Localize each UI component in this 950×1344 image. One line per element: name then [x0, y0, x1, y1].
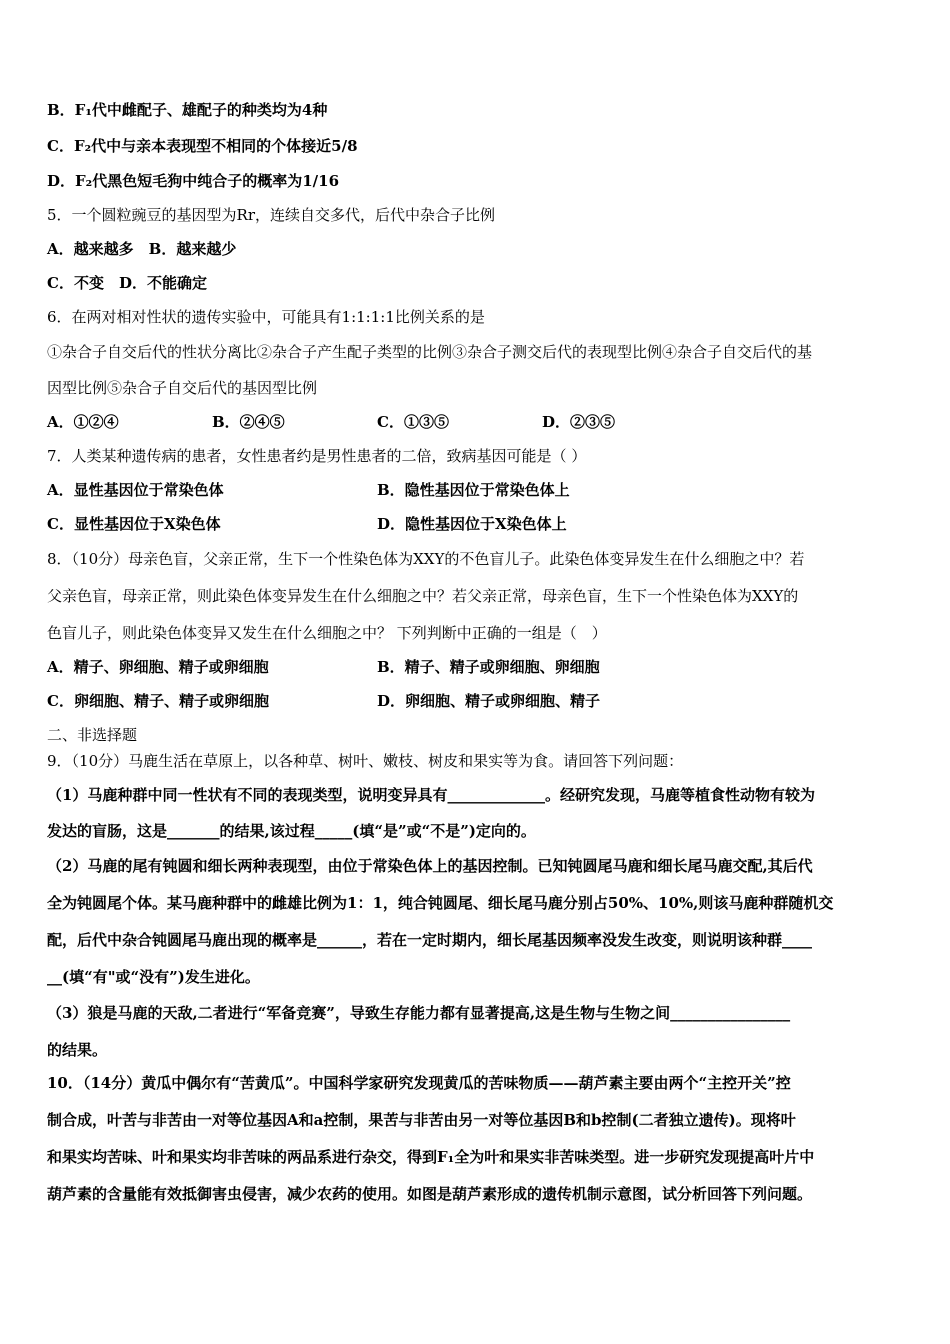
- q7-option-d: D．隐性基因位于X染色体上: [377, 515, 567, 533]
- q9-part1-line2: 发达的盲肠，这是_______的结果,该过程_____(填“是”或“不是”)定向的。: [47, 822, 536, 840]
- q9-part2-line2: 全为钝圆尾个体。某马鹿种群中的雌雄比例为1：1，纯合钝圆尾、细长尾马鹿分别占50%、10%,则该马鹿种群随机交: [47, 894, 834, 912]
- q9-part1-line1: （1）马鹿种群中同一性状有不同的表现类型，说明变异具有_____________。经研究发现，马鹿等植食性动物有较为: [47, 786, 815, 804]
- q6-option-b: B．②④⑤: [212, 413, 285, 431]
- q5-options-row1: A．越来越多 B．越来越少: [47, 240, 237, 258]
- q4-option-b: B．F₁代中雌配子、雄配子的种类均为4种: [47, 101, 328, 119]
- q8-option-a: A．精子、卵细胞、精子或卵细胞: [47, 658, 269, 676]
- q9-part3-line1: （3）狼是马鹿的天敌,二者进行“军备竞赛”，导致生存能力都有显著提高,这是生物与生物之间________________: [47, 1004, 791, 1022]
- q5-options-row2: C．不变 D．不能确定: [47, 274, 207, 292]
- q6-option-a: A．①②④: [47, 413, 119, 431]
- q9-part2-line4: __(填“有"或“没有”)发生进化。: [47, 968, 260, 986]
- q9-part3-line2: 的结果。: [47, 1041, 108, 1059]
- q4-option-d: D．F₂代黑色短毛狗中纯合子的概率为1/16: [47, 172, 340, 190]
- section-heading: 二、非选择题: [47, 726, 138, 744]
- q10-line4: 葫芦素的含量能有效抵御害虫侵害，减少农药的使用。如图是葫芦素形成的遗传机制示意图，试分析回答下列问题。: [47, 1185, 813, 1203]
- q7-option-b: B．隐性基因位于常染色体上: [377, 481, 570, 499]
- q6-text-line2: 因型比例⑤杂合子自交后代的基因型比例: [47, 379, 318, 397]
- q10-line2: 制合成，叶苦与非苦由一对等位基因A和a控制，果苦与非苦由另一对等位基因B和b控制(二者独立遗传)。现将叶: [47, 1111, 796, 1129]
- q6-option-d: D．②③⑤: [542, 413, 616, 431]
- q9-part2-line3: 配，后代中杂合钝圆尾马鹿出现的概率是______，若在一定时期内，细长尾基因频率没发生改变，则说明该种群____: [47, 931, 813, 949]
- q8-option-c: C．卵细胞、精子、精子或卵细胞: [47, 692, 269, 710]
- q8-option-b: B．精子、精子或卵细胞、卵细胞: [377, 658, 600, 676]
- q8-option-d: D．卵细胞、精子或卵细胞、精子: [377, 692, 601, 710]
- q7-stem: 7．人类某种遗传病的患者，女性患者约是男性患者的二倍，致病基因可能是（ ）: [47, 447, 587, 465]
- q10-line3: 和果实均苦味、叶和果实均非苦味的两品系进行杂交，得到F₁全为叶和果实非苦味类型。进一步研究发现提高叶片中: [47, 1148, 815, 1166]
- q6-text-line1: ①杂合子自交后代的性状分离比②杂合子产生配子类型的比例③杂合子测交后代的表现型比例④杂合子自交后代的基: [47, 343, 813, 361]
- q8-stem-line2: 父亲色盲，母亲正常，则此染色体变异发生在什么细胞之中？若父亲正常，母亲色盲，生下一个性染色体为XXY的: [47, 587, 799, 605]
- q4-option-c: C．F₂代中与亲本表现型不相同的个体接近5/8: [47, 137, 358, 155]
- q8-stem-line1: 8．（10分）母亲色盲，父亲正常，生下一个性染色体为XXY的不色盲儿子。此染色体变异发生在什么细胞之中？若: [47, 550, 805, 568]
- q8-stem-line3: 色盲儿子，则此染色体变异又发生在什么细胞之中？ 下列判断中正确的一组是（ ）: [47, 624, 607, 642]
- q6-stem: 6．在两对相对性状的遗传实验中，可能具有1:1:1:1比例关系的是: [47, 308, 485, 326]
- q10-line1: 10．（14分）黄瓜中偶尔有“苦黄瓜”。中国科学家研究发现黄瓜的苦味物质——葫芦素主要由两个“主控开关”控: [47, 1074, 791, 1092]
- q9-part2-line1: （2）马鹿的尾有钝圆和细长两种表现型，由位于常染色体上的基因控制。已知钝圆尾马鹿和细长尾马鹿交配,其后代: [47, 857, 813, 875]
- q7-option-a: A．显性基因位于常染色体: [47, 481, 224, 499]
- q6-option-c: C．①③⑤: [377, 413, 449, 431]
- q7-option-c: C．显性基因位于X染色体: [47, 515, 221, 533]
- q5-stem: 5．一个圆粒豌豆的基因型为Rr，连续自交多代，后代中杂合子比例: [47, 206, 496, 224]
- q9-stem: 9．（10分）马鹿生活在草原上，以各种草、树叶、嫩枝、树皮和果实等为食。请回答下列问题：: [47, 752, 684, 770]
